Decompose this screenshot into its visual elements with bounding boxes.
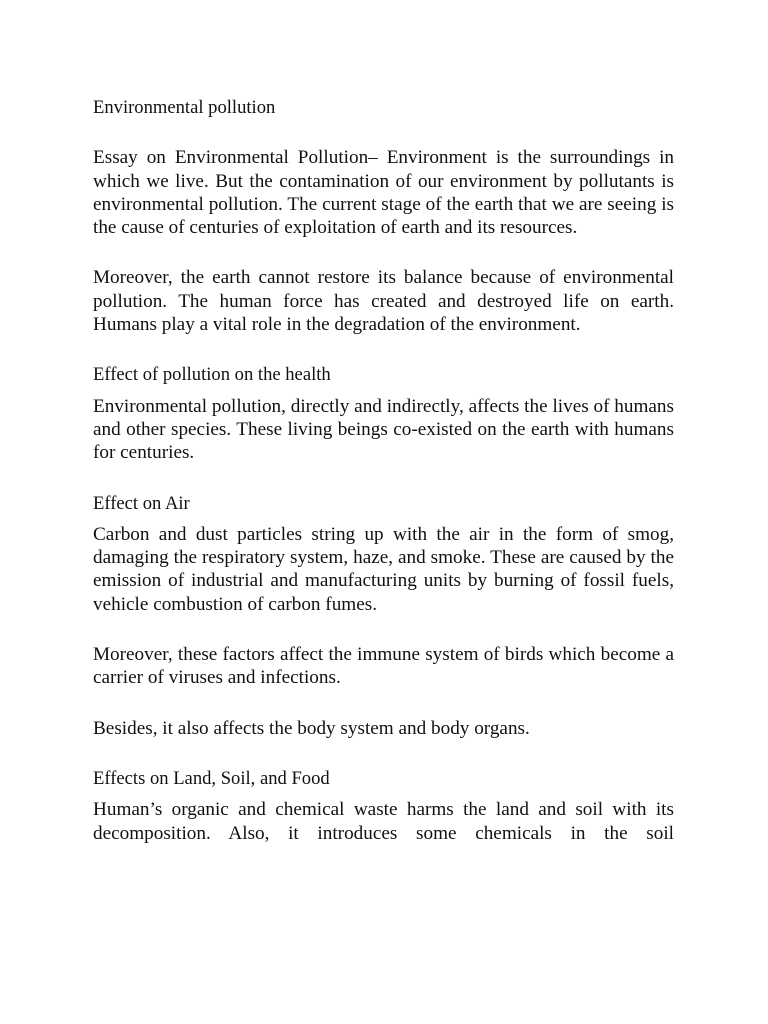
spacer [93, 336, 674, 363]
spacer [93, 616, 674, 643]
spacer [93, 790, 674, 798]
section-heading-health: Effect of pollution on the health [93, 364, 331, 386]
spacer [93, 239, 674, 266]
spacer [93, 119, 674, 146]
paragraph-air-smog: Carbon and dust particles string up with the air in the form of smog, damaging the respiratory system, haze, and smoke. These are caused by the emission of industrial and manufacturing units by burning of fossil fuels, vehicle combustion of carbon fumes. [93, 523, 674, 615]
paragraph-health: Environmental pollution, directly and indirectly, affects the lives of humans and other species. These living beings co-existed on the earth with humans for centuries. [93, 395, 674, 464]
spacer [93, 515, 674, 523]
paragraph-land: Human’s organic and chemical waste harms the land and soil with its decomposition. Also, it introduces some chemicals in the soil [93, 799, 674, 844]
spacer [93, 740, 674, 767]
paragraph-intro: Essay on Environmental Pollution– Environment is the surroundings in which we live. But the contamination of our environment by pollutants is environmental pollution. The current stage of the earth that we are seeing is the cause of centuries of exploitation of earth and its resources. [93, 147, 674, 239]
document-title: Environmental pollution [93, 97, 276, 118]
section-heading-air: Effect on Air [93, 492, 190, 514]
paragraph-balance: Moreover, the earth cannot restore its balance because of environmental pollution. The human force has created and destroyed life on earth. Humans play a vital role in the degradation of the environment. [93, 267, 674, 336]
spacer [93, 465, 674, 492]
document-page [93, 96, 674, 845]
paragraph-air-birds: Moreover, these factors affect the immune system of birds which become a carrier of viruses and infections. [93, 644, 674, 689]
spacer [93, 387, 674, 395]
paragraph-air-body: Besides, it also affects the body system and body organs. [93, 717, 530, 739]
section-heading-land: Effects on Land, Soil, and Food [93, 767, 330, 789]
spacer [93, 690, 674, 717]
